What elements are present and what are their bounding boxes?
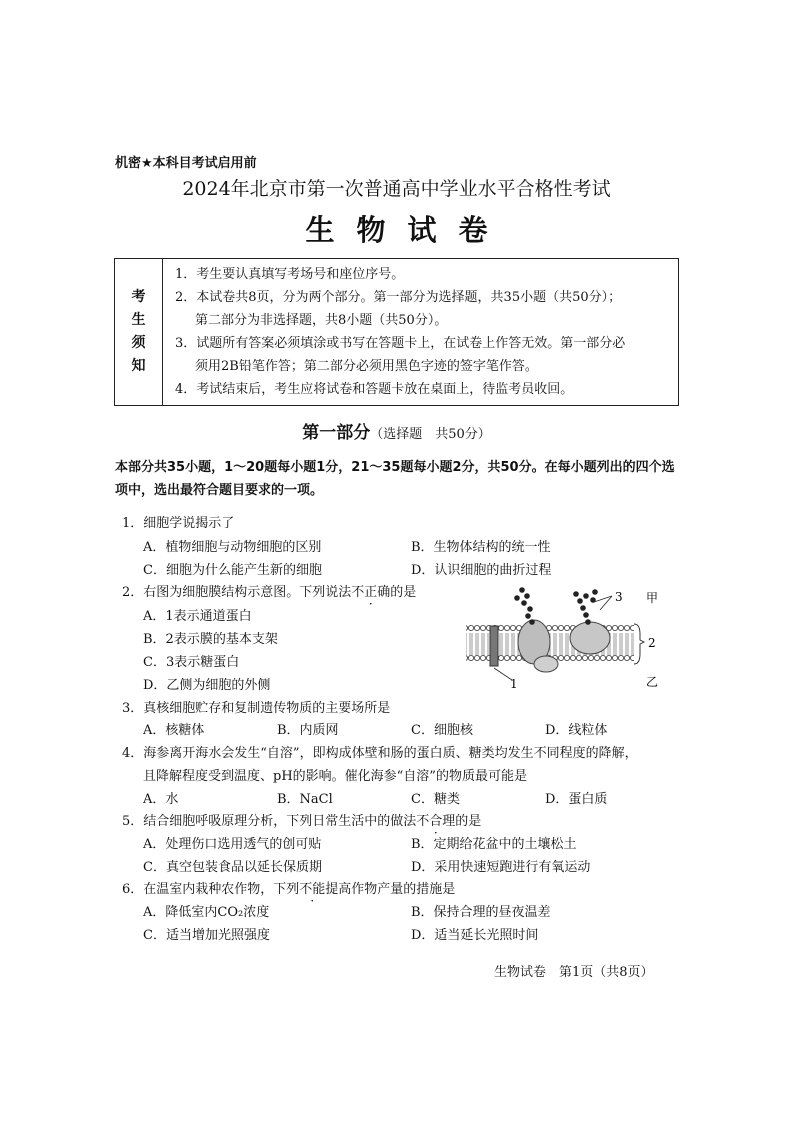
option-c[interactable]: C．适当增加光照强度 [143,928,270,943]
label-jia: 甲 [646,591,659,605]
option-d[interactable]: D．适当延长光照时间 [411,928,539,943]
question-stem [122,810,481,829]
option-d[interactable]: D．采用快速短跑进行有氧运动 [411,860,591,875]
stem-text: 的是 [455,814,482,829]
membrane-protein [534,656,558,672]
option-d[interactable]: D．乙侧为细胞的外侧 [143,678,271,693]
emphasis-text: 不能 [299,882,326,897]
option-a[interactable]: A．降低室内CO₂浓度 [143,905,270,920]
option-c[interactable]: C．糖类 [411,792,460,807]
question-stem [122,878,455,897]
notice-line: 须用2B铅笔作答；第二部分必须用黑色字迹的签字笔作答。 [195,359,538,374]
question-stem: 3．真核细胞贮存和复制遗传物质的主要场所是 [122,701,391,716]
label-1: 1 [510,677,518,690]
notice-label-char: 知 [131,358,146,374]
option-b[interactable]: B．保持合理的昼夜温差 [411,905,551,920]
option-c[interactable]: C．细胞核 [411,723,473,738]
label-3: 3 [615,590,623,604]
notice-line: 3．试题所有答案必须填涂或书写在答题卡上，在试卷上作答无效。第一部分必 [175,336,626,351]
question-stem: 4．海参离开海水会发生“自溶”，即构成体壁和肠的蛋白质、糖类均发生不同程度的降解， [122,746,638,761]
notice-label-char: 须 [131,335,146,351]
question-stem: 1．细胞学说揭示了 [122,516,235,531]
notice-line: 1．考生要认真填写考场号和座位序号。 [175,267,405,282]
confidential-mark: 机密★本科目考试启用前 [115,156,257,171]
notice-label-char: 考 [131,289,146,305]
part-title: 第一部分 [302,423,371,443]
question-stem [122,581,416,600]
option-a[interactable]: A．核糖体 [143,723,205,738]
stem-text: 提高作物产量的措施是 [325,882,456,897]
subject-title: 生物试卷 [305,213,510,247]
option-a[interactable]: A．水 [143,792,179,807]
emphasis-text: 不正确 [351,585,391,600]
option-c[interactable]: C．3表示糖蛋白 [143,655,240,670]
part-instructions: 本部分共35小题，1～20题每小题1分，21～35题每小题2分，共50分。在每小题列出的四个选项中，选出最符合题目要求的一项。 [115,460,675,498]
channel-protein [490,626,498,666]
notice-label [115,259,163,405]
emphasis-text: 不合理 [416,814,456,829]
membrane-protein [570,622,610,654]
option-c[interactable]: C．细胞为什么能产生新的细胞 [143,563,322,578]
notice-body [175,263,625,401]
option-b[interactable]: B．内质网 [277,723,339,738]
label-yi: 乙 [646,675,659,689]
notice-line: 第二部分为非选择题，共8小题（共50分）。 [195,313,448,328]
option-a[interactable]: A．植物细胞与动物细胞的区别 [143,540,322,555]
notice-line: 4．考试结束后，考生应将试卷和答题卡放在桌面上，待监考员收回。 [175,382,574,397]
part-heading [0,418,793,443]
stem-text: 6．在温室内栽种农作物，下列 [122,882,300,897]
option-b[interactable]: B．定期给花盆中的土壤松土 [411,837,577,852]
notice-label-char: 生 [131,312,146,328]
option-d[interactable]: D．蛋白质 [545,792,608,807]
part-subtitle: （选择题 共50分） [370,427,491,442]
option-b[interactable]: B．2表示膜的基本支架 [143,632,278,647]
option-d[interactable]: D．认识细胞的曲折过程 [411,563,552,578]
option-b[interactable]: B．生物体结构的统一性 [411,540,551,555]
candidate-notice-box [114,258,679,406]
option-a[interactable]: A．处理伤口选用透气的创可贴 [143,837,322,852]
stem-text: 2．右图为细胞膜结构示意图。下列说法 [122,585,352,600]
option-b[interactable]: B．NaCl [277,792,333,807]
question-stem: 且降解程度受到温度、pH的影响。催化海参“自溶”的物质最可能是 [143,769,527,784]
option-d[interactable]: D．线粒体 [545,723,608,738]
exam-title: 2024年北京市第一次普通高中学业水平合格性考试 [182,178,611,200]
sugar-chain [514,587,598,625]
option-a[interactable]: A．1表示通道蛋白 [143,609,252,624]
page-footer: 生物试卷 第1页（共8页） [494,965,654,980]
cell-membrane-diagram [462,584,672,690]
option-c[interactable]: C．真空包装食品以延长保质期 [143,860,322,875]
label-2: 2 [648,636,656,650]
notice-line: 2．本试卷共8页，分为两个部分。第一部分为选择题，共35小题（共50分）； [175,290,622,305]
stem-text: 的是 [390,585,417,600]
brace [634,624,644,664]
stem-text: 5．结合细胞呼吸原理分析，下列日常生活中的做法 [122,814,417,829]
